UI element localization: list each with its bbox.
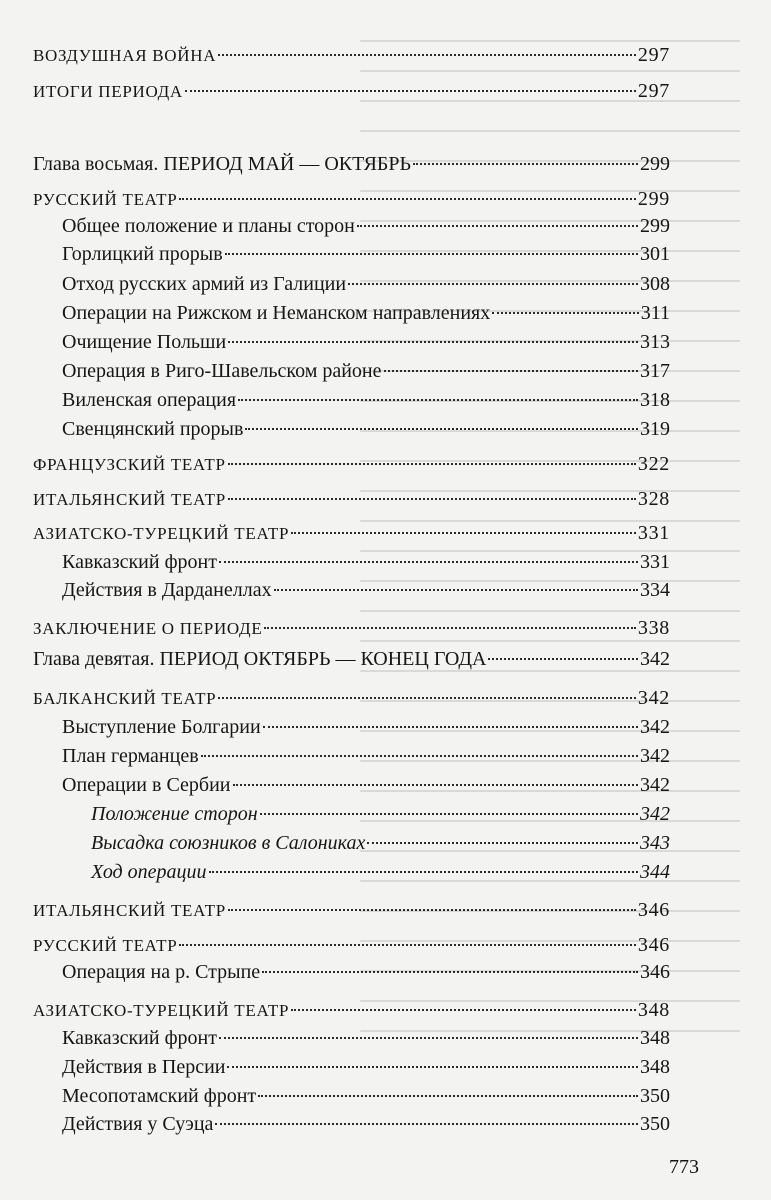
toc-entry-page: 346	[637, 899, 670, 921]
toc-entry-title: Действия у Суэца	[62, 1113, 214, 1135]
toc-entry	[33, 453, 670, 476]
toc-entry-title: Операция в Риго-Шавельском районе	[62, 360, 382, 382]
toc-entry-page: 297	[637, 80, 670, 102]
toc-entry-title: Операция на р. Стрыпе	[62, 961, 261, 983]
toc-entry-page: 342	[640, 803, 670, 825]
dot-leader	[219, 561, 638, 563]
toc-entry-title: ФРАНЦУЗСКИЙ ТЕАТР	[33, 455, 226, 474]
dot-leader	[225, 253, 638, 255]
toc-entry-page: 346	[637, 934, 670, 956]
dot-leader	[413, 163, 638, 165]
toc-entry-title: Выступление Болгарии	[62, 716, 261, 738]
toc-entry-page: 342	[637, 687, 670, 709]
toc-entry-page: 348	[640, 1056, 670, 1078]
toc-entry-title: Глава девятая. ПЕРИОД ОКТЯБРЬ — КОНЕЦ ГОДА	[33, 648, 487, 670]
dot-leader	[179, 198, 636, 200]
toc-entry-page: 338	[637, 617, 670, 639]
dot-leader	[488, 658, 638, 660]
dot-leader	[263, 726, 638, 728]
dot-leader	[291, 1009, 636, 1011]
toc-entry-title: РУССКИЙ ТЕАТР	[33, 936, 178, 955]
toc-entry-page: 331	[640, 551, 670, 573]
toc-entry	[33, 488, 670, 511]
toc-chapter-entry	[33, 648, 670, 671]
toc-entry-page: 319	[640, 418, 670, 440]
page-number: 773	[669, 1156, 699, 1178]
toc-entry-page: 317	[640, 360, 670, 382]
toc-entry-page: 350	[640, 1113, 670, 1135]
toc-entry	[62, 579, 670, 602]
dot-leader	[218, 697, 636, 699]
toc-entry	[62, 1113, 670, 1136]
toc-entry	[33, 522, 670, 545]
dot-leader	[357, 225, 638, 227]
toc-entry-title: Положение сторон	[91, 803, 258, 825]
toc-entry-title: Общее положение и планы сторон	[62, 215, 355, 237]
dot-leader	[218, 54, 636, 56]
toc-entry	[62, 302, 670, 325]
toc-entry-page: 308	[640, 273, 670, 295]
dot-leader	[274, 589, 638, 591]
toc-entry-title: ЗАКЛЮЧЕНИЕ О ПЕРИОДЕ	[33, 619, 263, 638]
dot-leader	[215, 1123, 638, 1125]
toc-entry	[62, 551, 670, 574]
dot-leader	[367, 842, 638, 844]
dot-leader	[260, 813, 638, 815]
toc-entry-page: 342	[640, 774, 670, 796]
toc-chapter-entry	[33, 153, 670, 176]
toc-entry	[33, 934, 670, 957]
toc-entry	[33, 999, 670, 1022]
dot-leader	[228, 341, 638, 343]
toc-entry	[91, 861, 670, 884]
dot-leader	[227, 1066, 638, 1068]
toc-entry-page: 342	[640, 716, 670, 738]
toc-entry-title: Действия в Персии	[62, 1056, 226, 1078]
toc-entry-title: Операции в Сербии	[62, 774, 231, 796]
toc-entry-page: 348	[637, 999, 670, 1021]
toc-entry-page: 331	[637, 522, 670, 544]
toc-entry	[62, 774, 670, 797]
toc-entry-page: 334	[640, 579, 670, 601]
toc-entry	[33, 899, 670, 922]
toc-entry-title: ВОЗДУШНАЯ ВОЙНА	[33, 46, 217, 65]
toc-entry-title: БАЛКАНСКИЙ ТЕАТР	[33, 689, 217, 708]
toc-entry-title: АЗИАТСКО-ТУРЕЦКИЙ ТЕАТР	[33, 1001, 290, 1020]
dot-leader	[228, 463, 636, 465]
toc-entry	[33, 80, 670, 103]
toc-entry	[62, 716, 670, 739]
toc-entry	[62, 1027, 670, 1050]
toc-entry-page: 297	[637, 44, 670, 66]
dot-leader	[219, 1037, 638, 1039]
dot-leader	[384, 370, 638, 372]
toc-entry	[62, 1056, 670, 1079]
toc-entry	[91, 832, 670, 855]
toc-entry-page: 301	[640, 243, 670, 265]
toc-entry-title: Отход русских армий из Галиции	[62, 273, 347, 295]
dot-leader	[492, 312, 638, 314]
toc-entry-title: Ход операции	[91, 861, 207, 883]
toc-entry	[62, 961, 670, 984]
dot-leader	[348, 283, 638, 285]
toc-entry-title: Виленская операция	[62, 389, 237, 411]
toc-entry	[91, 803, 670, 826]
toc-entry-title: ИТАЛЬЯНСКИЙ ТЕАТР	[33, 490, 226, 509]
toc-entry-title: Свенцянский прорыв	[62, 418, 244, 440]
toc-entry-title: Высадка союзников в Салониках	[91, 832, 366, 854]
toc-entry-page: 348	[640, 1027, 670, 1049]
toc-entry	[62, 389, 670, 412]
toc-entry-page: 350	[640, 1085, 670, 1107]
toc-entry-title: План германцев	[62, 745, 199, 767]
toc-entry	[62, 331, 670, 354]
dot-leader	[228, 498, 636, 500]
dot-leader	[258, 1095, 638, 1097]
toc-entry	[62, 1085, 670, 1108]
toc-entry-title: ИТОГИ ПЕРИОДА	[33, 82, 183, 101]
toc-entry	[33, 687, 670, 710]
toc-entry-title: Месопотамский фронт	[62, 1085, 257, 1107]
toc-entry	[62, 418, 670, 441]
toc-entry	[33, 188, 670, 211]
toc-entry-title: Кавказский фронт	[62, 1027, 217, 1049]
toc-entry-page: 346	[640, 961, 670, 983]
dot-leader	[245, 428, 638, 430]
toc-entry-page: 322	[637, 453, 670, 475]
toc-entry-title: Операции на Рижском и Неманском направлениях	[62, 302, 491, 324]
toc-entry-page: 343	[640, 832, 670, 854]
toc-entry-title: Действия в Дарданеллах	[62, 579, 272, 601]
toc-entry-page: 311	[640, 302, 670, 324]
dot-leader	[201, 755, 638, 757]
toc-entry-page: 328	[637, 488, 670, 510]
toc-entry	[62, 215, 670, 238]
toc-entry-page: 299	[637, 188, 670, 210]
toc-entry-page: 299	[640, 153, 670, 175]
toc-entry-page: 299	[640, 215, 670, 237]
toc-entry-title: Горлицкий прорыв	[62, 243, 223, 265]
dot-leader	[238, 399, 638, 401]
toc-entry-title: АЗИАТСКО-ТУРЕЦКИЙ ТЕАТР	[33, 524, 290, 543]
toc-entry-page: 313	[640, 331, 670, 353]
toc-entry	[62, 273, 670, 296]
toc-entry-page: 342	[640, 745, 670, 767]
dot-leader	[185, 90, 636, 92]
toc-entry-page: 318	[640, 389, 670, 411]
dot-leader	[179, 944, 636, 946]
dot-leader	[233, 784, 639, 786]
toc-entry	[62, 243, 670, 266]
toc-entry-title: Глава восьмая. ПЕРИОД МАЙ — ОКТЯБРЬ	[33, 153, 412, 175]
toc-entry-title: Очищение Польши	[62, 331, 227, 353]
toc-entry-title: РУССКИЙ ТЕАТР	[33, 190, 178, 209]
dot-leader	[264, 627, 635, 629]
dot-leader	[262, 971, 638, 973]
dot-leader	[291, 532, 636, 534]
dot-leader	[228, 909, 636, 911]
toc-entry-page: 344	[640, 861, 670, 883]
toc-entry	[33, 44, 670, 67]
toc-entry-page: 342	[640, 648, 670, 670]
toc-entry-title: Кавказский фронт	[62, 551, 217, 573]
toc-entry	[33, 617, 670, 640]
toc-entry-title: ИТАЛЬЯНСКИЙ ТЕАТР	[33, 901, 226, 920]
toc-entry	[62, 745, 670, 768]
dot-leader	[209, 871, 638, 873]
toc-entry	[62, 360, 670, 383]
